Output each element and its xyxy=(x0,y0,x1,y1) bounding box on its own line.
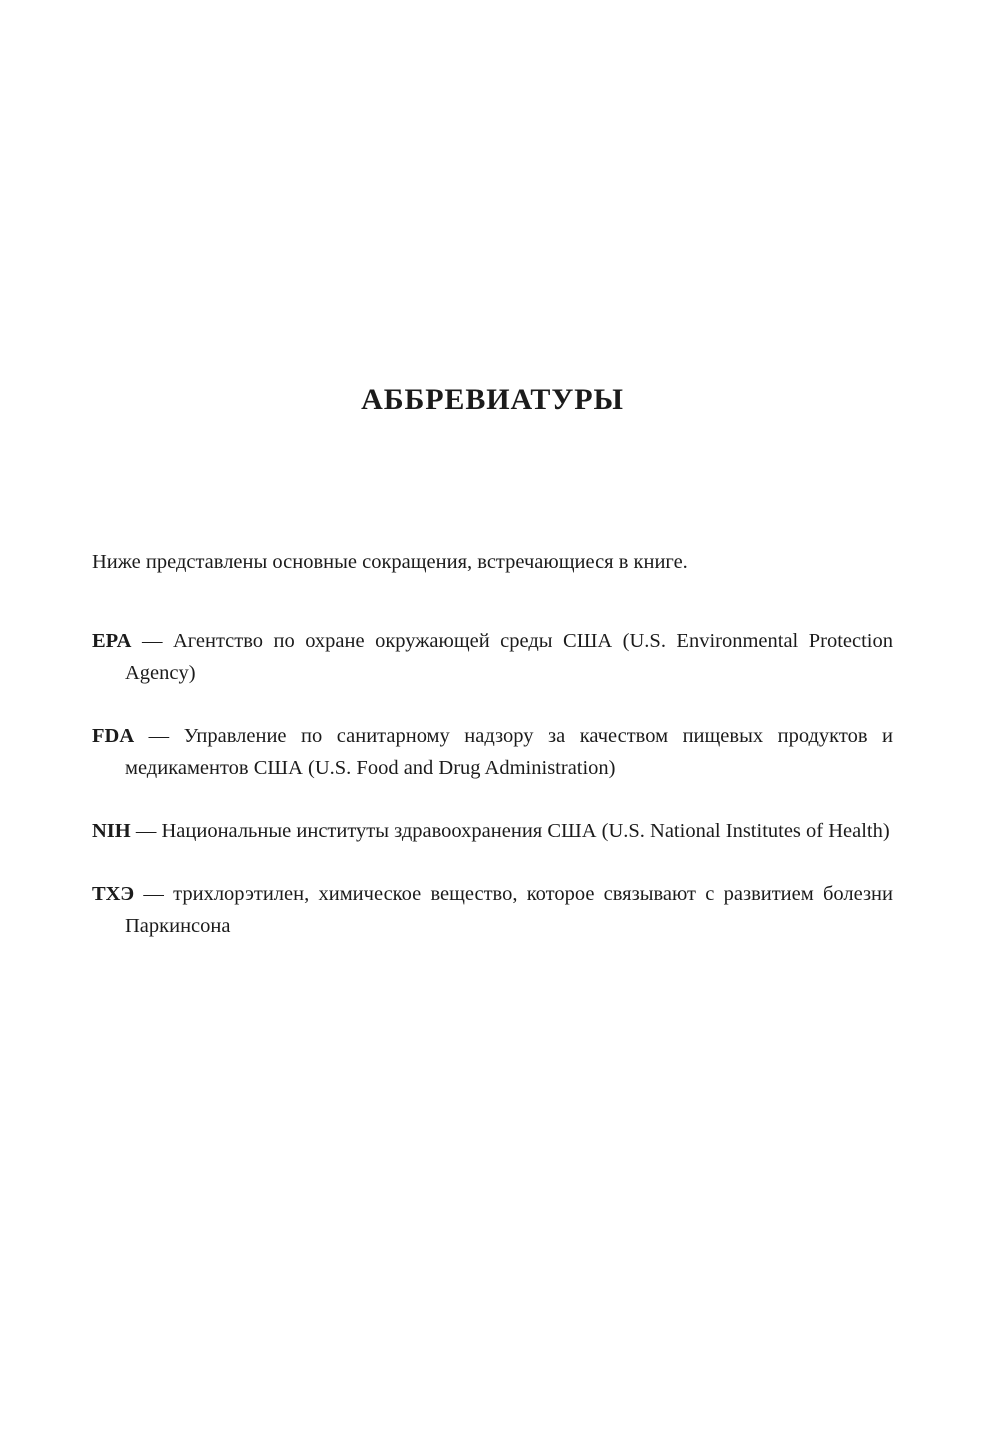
abbreviation-definition: — трихлорэтилен, химическое вещество, которое связывают с развитием болезни Паркинсона xyxy=(125,882,894,937)
abbreviation-term: ТХЭ xyxy=(92,882,135,905)
abbreviation-term: NIH xyxy=(92,819,131,842)
abbreviation-definition: — Управление по санитарному надзору за качеством пищевых продуктов и медикаментов США (U.S. Food and Drug Administration) xyxy=(125,724,893,779)
abbreviation-entry xyxy=(92,816,893,848)
page-title: АББРЕВИАТУРЫ xyxy=(361,383,624,416)
abbreviation-term: FDA xyxy=(92,724,135,747)
abbreviation-entry xyxy=(92,879,893,943)
abbreviation-definition: — Национальные институты здравоохранения США (U.S. National Institutes of Health) xyxy=(135,819,890,842)
intro-text: Ниже представлены основные сокращения, встречающиеся в книге. xyxy=(92,551,688,573)
abbreviation-list xyxy=(92,626,893,943)
abbreviation-entry xyxy=(92,721,893,785)
abbreviation-definition: — Агентство по охране окружающей среды США (U.S. Environmental Protection Agency) xyxy=(125,629,893,684)
abbreviation-term: EPA xyxy=(92,629,132,652)
abbreviation-entry xyxy=(92,626,893,690)
